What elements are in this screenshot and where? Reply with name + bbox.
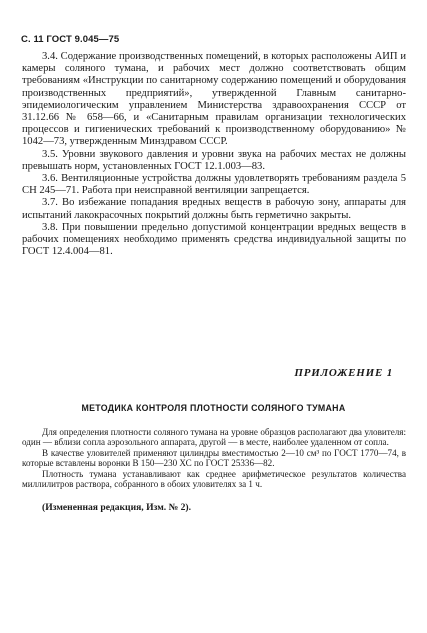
- page-header: С. 11 ГОСТ 9.045—75: [21, 34, 120, 45]
- main-section: [22, 51, 406, 258]
- paragraph-3-8: 3.8. При повышении предельно допустимой концентрации вредных веществ в рабочих помещениях необходимо применять средства индивидуальной защиты по ГОСТ 12.4.004—81.: [22, 221, 406, 258]
- appendix-paragraph-2: В качестве уловителей применяют цилиндры вместимостью 2—10 см³ по ГОСТ 1770—74, в которые вставлены воронки В 150—230 ХС по ГОСТ 25336—82.: [22, 447, 406, 469]
- paragraph-3-4: 3.4. Содержание производственных помещений, в которых расположены АИП и камеры соляного тумана, и рабочих мест должно соответствовать общим требованиям «Инструкции по санитарному содержанию помещений и оборудования производственных предприятий», утвержденной Главным санитарно-эпидемиологическим управлением Министерства здравоохранения СССР от 31.12.66 № 658—66, и «Санитарным правилам организации технологических процессов и гигиенических требований к производственному оборудованию» № 1042—73, утвержденным Минздравом СССР.: [22, 51, 406, 148]
- edition-note: (Измененная редакция, Изм. № 2).: [42, 502, 192, 513]
- appendix-paragraph-1: Для определения плотности соляного тумана на уровне образцов располагают два уловителя: один — вблизи сопла аэрозольного аппарата, другой — в месте, наиболее удаленном от сопла.: [22, 427, 406, 448]
- appendix-title: МЕТОДИКА КОНТРОЛЯ ПЛОТНОСТИ СОЛЯНОГО ТУМАНА: [81, 403, 346, 413]
- paragraph-3-7: 3.7. Во избежание попадания вредных веществ в рабочую зону, аппараты для испытаний лакокрасочных покрытий должны быть герметично закрыты.: [22, 197, 406, 221]
- appendix-label: ПРИЛОЖЕНИЕ 1: [294, 367, 393, 379]
- paragraph-3-6: 3.6. Вентиляционные устройства должны удовлетворять требованиям раздела 5 СН 245—71. Работа при неисправной вентиляции запрещается.: [22, 173, 406, 197]
- appendix-paragraph-3: Плотность тумана устанавливают как среднее арифметическое результатов количества миллилитров раствора, собранного в обоих уловителях за 1 ч.: [22, 468, 406, 490]
- appendix-body: [22, 427, 406, 489]
- paragraph-3-5: 3.5. Уровни звукового давления и уровни звука на рабочих местах не должны превышать норм, установленных ГОСТ 12.1.003—83.: [22, 148, 406, 172]
